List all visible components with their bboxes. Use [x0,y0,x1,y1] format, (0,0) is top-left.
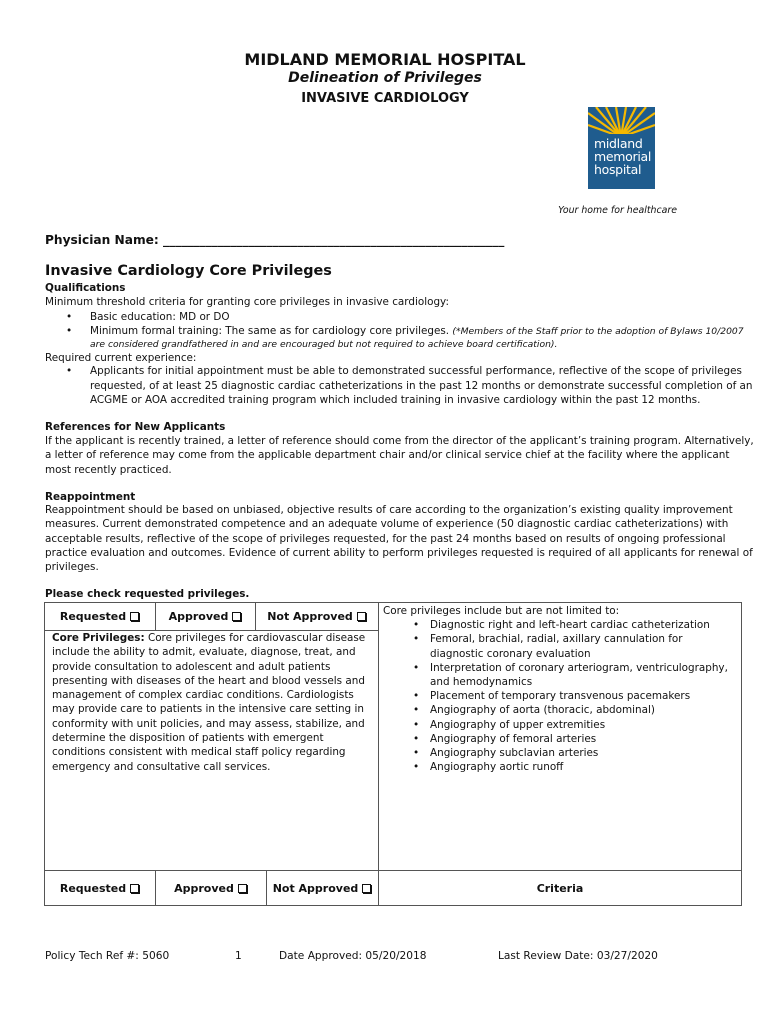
list-item: • Angiography of aorta (thoracic, abdominal) [413,703,728,717]
physician-name-field[interactable]: Physician Name: ________________________________________________________ [45,233,505,247]
checkbox-icon[interactable] [238,884,247,893]
paragraph-line: privileges. [45,561,99,573]
hospital-logo [588,107,655,189]
requested-checkbox[interactable] [44,870,155,906]
list-item: • Angiography of upper extremities [413,718,728,732]
list-item: • Femoral, brachial, radial, axillary cannulation for diagnostic coronary evaluation [413,632,728,660]
paragraph-line: most recently practiced. [45,464,172,476]
paragraph-line: a letter of reference may come from the applicable department chair and/or clinical service chief at the facility where the applicant [45,449,730,461]
checkbox-label: Requested [59,881,127,895]
list-item: • Applicants for initial appointment must be able to demonstrated successful performance, reflective of the scope of privileges [90,365,742,377]
document-type: Delineation of Privileges [288,70,482,86]
list-item-continued: requested, of at least 25 diagnostic cardiac catheterizations in the past 12 months or demonstrate successful completion of an [90,380,753,392]
qualifications-intro: Minimum threshold criteria for granting core privileges in invasive cardiology: [45,296,449,308]
specialty-title: INVASIVE CARDIOLOGY [301,91,469,106]
list-item: • Angiography of femoral arteries [413,732,728,746]
policy-ref: Policy Tech Ref #: 5060 [45,950,170,962]
criteria-header [378,870,742,906]
hospital-title: MIDLAND MEMORIAL HOSPITAL [244,50,526,69]
checkbox-label: Not Approved [272,881,359,895]
paragraph-line: If the applicant is recently trained, a letter of reference should come from the director of the applicant’s training program. Alternatively, [45,435,754,447]
table-divider [378,602,379,906]
not-approved-checkbox[interactable] [266,870,378,906]
references-heading: References for New Applicants [45,421,226,433]
core-privileges-text: Core privileges for cardiovascular disease include the ability to admit, evaluate, diagnose, treat, and provide consultation to adolescent and adult patients presenting with diseases of the heart and blood vessels and management of complex cardiac conditions. Cardiologists may provide care to patients in the intensive care setting in conformity with unit policies, and may assess, stabilize, and determine the disposition of patients with emergent conditions consistent with medical staff policy regarding emergency and consultative call services. [52,632,366,773]
core-privileges-description [52,631,372,774]
qualifications-heading: Qualifications [45,282,126,294]
approved-checkbox[interactable] [155,870,266,906]
date-approved: Date Approved: 05/20/2018 [279,950,427,962]
checkbox-icon[interactable] [362,884,371,893]
list-item: • Diagnostic right and left-heart cardiac catheterization [413,618,728,632]
check-instruction: Please check requested privileges. [45,588,250,600]
core-privileges-label: Core Privileges: [52,632,145,644]
list-item-text: Minimum formal training: The same as for cardiology core privileges. [90,325,450,337]
grandfather-note: (*Members of the Staff prior to the adoption of Bylaws 10/2007 [452,326,744,337]
paragraph-line: measures. Current demonstrated competence and an adequate volume of experience (50 diagnostic cardiac catheterizations) with [45,518,729,530]
not-approved-checkbox[interactable] [255,602,378,630]
required-experience-label: Required current experience: [45,352,197,364]
paragraph-line: Reappointment should be based on unbiased, objective results of care according to the organization’s existing quality improvement [45,504,733,516]
checkbox-icon[interactable] [130,884,139,893]
reappointment-heading: Reappointment [45,491,136,503]
approved-checkbox[interactable] [155,602,255,630]
list-intro: Core privileges include but are not limited to: [383,605,620,617]
logo-text-line: memorial [594,149,652,164]
list-item: • Angiography subclavian arteries [413,746,728,760]
checkbox-icon[interactable] [130,612,139,621]
checkbox-label: Requested [59,609,127,623]
section-title: Invasive Cardiology Core Privileges [45,263,332,279]
requested-checkbox[interactable] [44,602,155,630]
list-item: • Interpretation of coronary arteriogram, ventriculography, and hemodynamics [413,661,728,689]
list-item: • Placement of temporary transvenous pacemakers [413,689,728,703]
checkbox-icon[interactable] [232,612,241,621]
list-item [90,325,744,337]
list-item: • Angiography aortic runoff [413,760,728,774]
logo-text-line: midland [594,136,643,151]
paragraph-line: acceptable results, reflective of the scope of privileges requested, for the past 24 months based on results of ongoing professional [45,533,726,545]
paragraph-line: practice evaluation and outcomes. Evidence of current ability to perform privileges requested is required of all applicants for renewal of [45,547,753,559]
checkbox-label: Not Approved [267,609,353,623]
checkbox-label: Approved [168,609,229,623]
list-item-continued: ACGME or AOA accredited training program which included training in invasive cardiology within the past 12 months. [90,394,701,406]
grandfather-note-continued: are considered grandfathered in and are encouraged but not required to achieve board certification). [90,339,558,350]
last-review-date: Last Review Date: 03/27/2020 [498,950,658,962]
checkbox-icon[interactable] [357,612,366,621]
logo-text-line: hospital [594,162,642,177]
page-number: 1 [235,950,242,962]
checkbox-label: Approved [174,881,234,895]
core-privileges-list [383,604,728,774]
list-item: • Basic education: MD or DO [90,311,230,323]
criteria-label: Criteria [536,881,584,895]
tagline: Your home for healthcare [558,205,677,216]
